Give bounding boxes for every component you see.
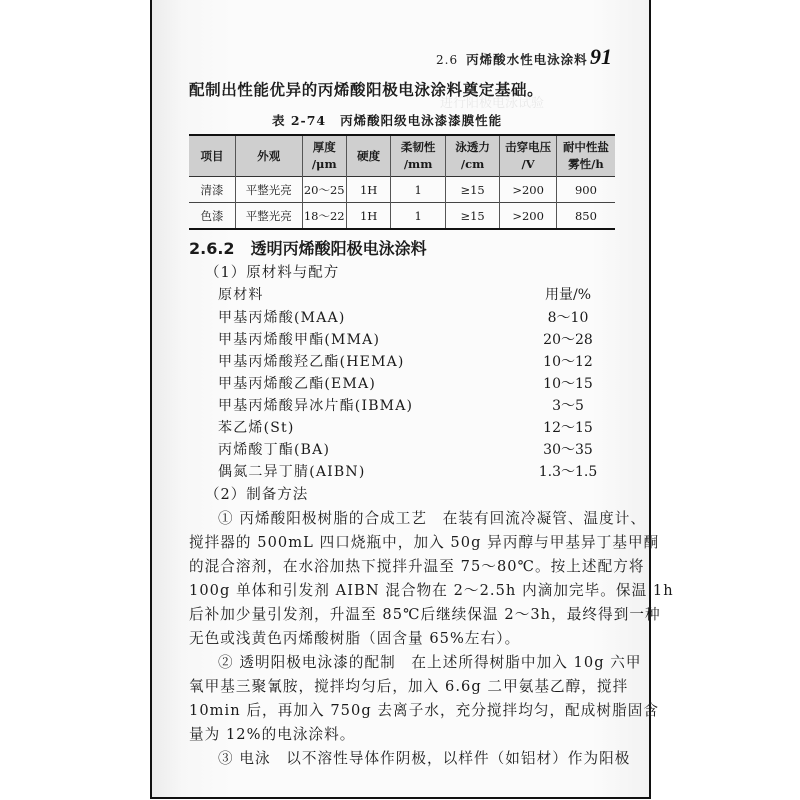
section-number: 2.6.2: [189, 239, 235, 258]
table-cell: ≥15: [445, 177, 500, 203]
table-header-row: [189, 135, 615, 177]
table-cell: 20～25: [302, 177, 346, 203]
paragraph-line: 的混合溶剂，在水浴加热下搅拌升温至 75～80℃。按上述配方将: [189, 558, 645, 575]
paragraph-line: 后补加少量引发剂，升温至 85℃后继续保温 2～3h，最终得到一种: [189, 606, 661, 623]
paragraph-line: 搅拌器的 500mL 四口烧瓶中，加入 50g 异丙醇与甲基异丁基甲酮: [189, 534, 660, 551]
table-cell: >200: [500, 203, 557, 230]
table-cell: 1: [391, 177, 446, 203]
table-cell: ≥15: [445, 203, 500, 230]
table-caption-number: 表 2-74: [272, 113, 327, 128]
running-head: [436, 50, 588, 68]
material-amount: 10～12: [543, 354, 593, 370]
column-header: 柔韧性 /mm: [391, 135, 446, 177]
running-head-section-number: 2.6: [436, 53, 459, 67]
column-header: 外观: [235, 135, 302, 177]
paragraph-line: 氧甲基三聚氰胺，搅拌均匀后，加入 6.6g 二甲氨基乙醇，搅拌: [189, 678, 629, 695]
paragraph-line: ③ 电泳 以不溶性导体作阴极，以样件（如铝材）作为阳极: [218, 750, 631, 767]
section-heading: [189, 236, 427, 259]
material-amount: 20～28: [543, 332, 593, 348]
paragraph-line: 100g 单体和引发剂 AIBN 混合物在 2～2.5h 内滴加完毕。保温 1h: [189, 582, 674, 599]
table-cell: 清漆: [200, 182, 224, 197]
table-cell: 850: [556, 203, 615, 230]
material-name: 苯乙烯(St): [218, 420, 295, 436]
table-caption: [272, 111, 502, 129]
material-name: 丙烯酸丁酯(BA): [218, 442, 331, 458]
material-amount: 10～15: [543, 376, 593, 392]
paragraph-line: 无色或浅黄色丙烯酸树脂（固含量 65%左右）。: [189, 630, 521, 647]
running-head-section-title: 丙烯酸水性电泳涂料: [466, 52, 588, 67]
table-cell: 1H: [346, 203, 390, 230]
paragraph-line: ① 丙烯酸阳极树脂的合成工艺 在装有回流冷凝管、温度计、: [218, 510, 647, 527]
material-name: 甲基丙烯酸甲酯(MMA): [218, 332, 381, 348]
material-name: 甲基丙烯酸羟乙酯(HEMA): [218, 354, 405, 370]
column-header: 耐中性盐 雾性/h: [556, 135, 615, 177]
material-name: 偶氮二异丁腈(AIBN): [218, 464, 366, 480]
table-row: [189, 203, 615, 230]
table-cell: 1H: [346, 177, 390, 203]
paragraph-line: 量为 12%的电泳涂料。: [189, 726, 356, 743]
material-amount: 12～15: [543, 420, 593, 436]
material-name: 甲基丙烯酸乙酯(EMA): [218, 376, 376, 392]
bleed-through-text: 进行阳极电泳试验: [440, 96, 545, 111]
material-name: 甲基丙烯酸异冰片酯(IBMA): [218, 398, 414, 414]
material-amount: 30～35: [543, 442, 593, 458]
column-header: 硬度: [346, 135, 390, 177]
column-header: 击穿电压 /V: [500, 135, 557, 177]
table-cell: 900: [556, 177, 615, 203]
column-header: 项目: [200, 148, 224, 163]
method-subheading: （2）制备方法: [205, 487, 309, 503]
page-number: 91: [590, 44, 612, 69]
paragraph-line: ② 透明阳极电泳漆的配制 在上述所得树脂中加入 10g 六甲: [218, 654, 642, 671]
column-header: 泳透力 /cm: [445, 135, 500, 177]
material-amount: 8～10: [547, 310, 589, 326]
film-properties-table: [189, 134, 615, 230]
table-cell: 1: [391, 203, 446, 230]
column-header: 厚度 /μm: [302, 135, 346, 177]
table-cell: 色漆: [200, 208, 224, 223]
table-cell: 平整光亮: [235, 203, 302, 230]
paragraph-line: 10min 后，再加入 750g 去离子水，充分搅拌均匀，配成树脂固含: [189, 702, 659, 719]
materials-header-amount: 用量/%: [544, 287, 592, 303]
material-amount: 1.3～1.5: [538, 464, 598, 480]
table-cell: 平整光亮: [235, 177, 302, 203]
material-name: 甲基丙烯酸(MAA): [218, 310, 346, 326]
materials-subheading: （1）原材料与配方: [205, 265, 340, 281]
table-cell: >200: [500, 177, 557, 203]
table-caption-title: 丙烯酸阳级电泳漆漆膜性能: [340, 113, 503, 128]
intro-line: 配制出性能优异的丙烯酸阳极电泳涂料奠定基础。: [189, 80, 544, 99]
section-title: 透明丙烯酸阳极电泳涂料: [250, 239, 427, 258]
material-amount: 3～5: [552, 398, 584, 414]
materials-header-name: 原材料: [218, 287, 264, 303]
table-row: [189, 177, 615, 203]
table-cell: 18～22: [302, 203, 346, 230]
